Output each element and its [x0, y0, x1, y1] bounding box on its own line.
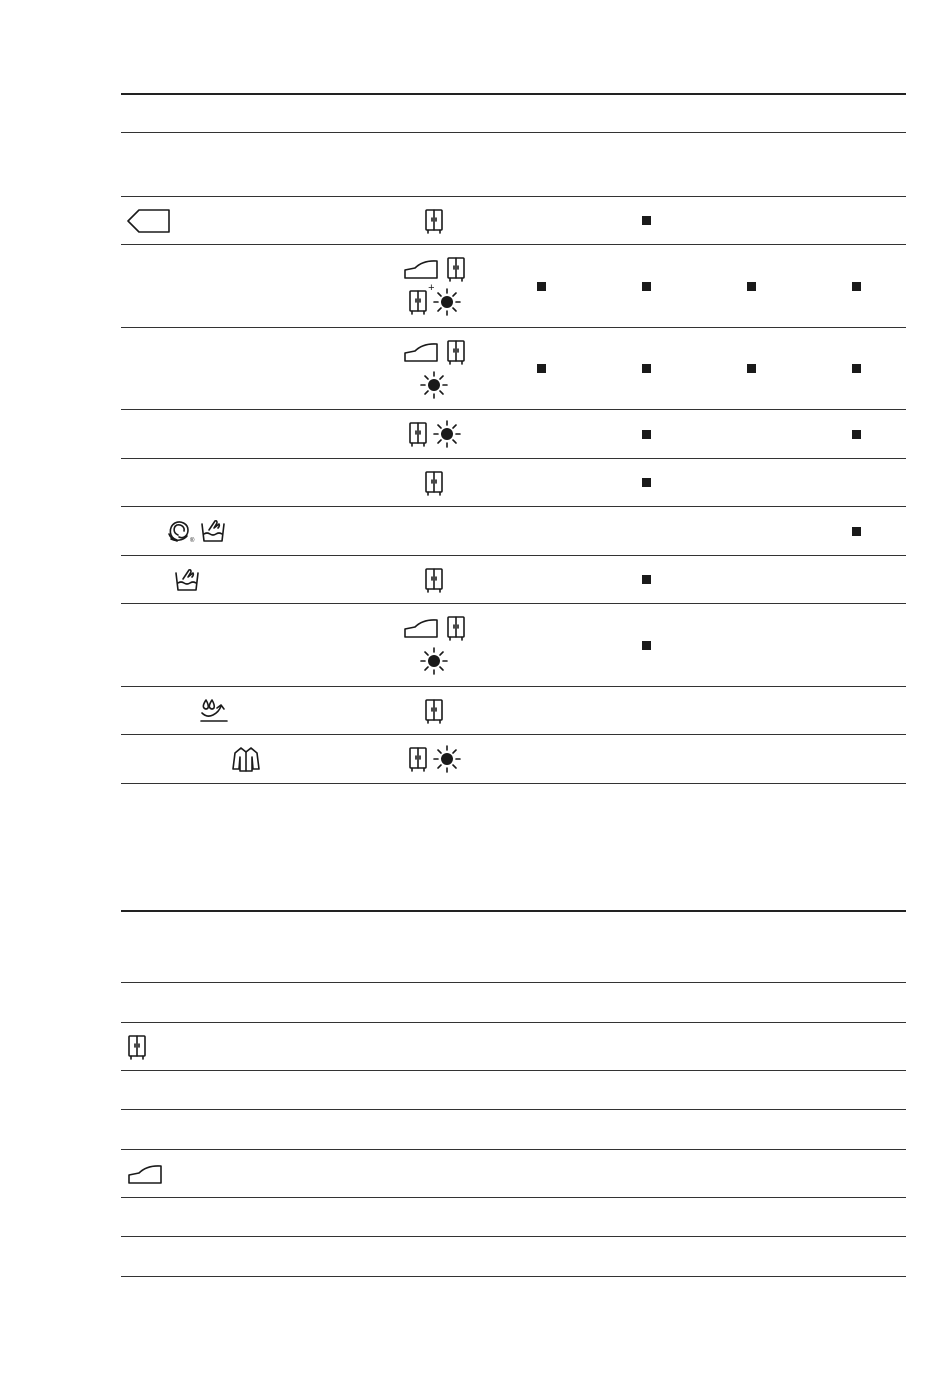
applicable-mark — [642, 641, 651, 650]
mark-cell — [811, 95, 901, 132]
row-label-cell — [121, 95, 281, 132]
cupboard-dry-icon — [424, 698, 444, 724]
dryness-option-cell — [389, 328, 479, 409]
cupboard-dry-plus-icon — [408, 282, 435, 315]
cupboard-dry-icon — [446, 339, 466, 365]
row-label-cell — [121, 1198, 281, 1236]
plus-sign: + — [428, 282, 435, 294]
dryness-option-cell — [389, 604, 479, 686]
wool-mark-icon — [165, 518, 195, 544]
label-icon-group — [199, 698, 229, 724]
row-label-cell — [121, 410, 281, 458]
table-row — [121, 735, 906, 784]
option-icon-line — [424, 470, 444, 496]
label-icon-group — [127, 1034, 147, 1060]
applicable-mark — [852, 430, 861, 439]
applicable-mark — [537, 282, 546, 291]
row-label-cell — [121, 133, 281, 196]
mark-cell — [811, 410, 901, 458]
mark-cell — [601, 245, 691, 327]
mark-cell — [601, 459, 691, 506]
row-label-cell — [121, 1023, 281, 1070]
label-icon-group — [165, 518, 226, 544]
mark-cell — [496, 95, 586, 132]
mark-cell — [811, 556, 901, 603]
cupboard-dry-icon — [424, 470, 444, 496]
mark-cell — [811, 197, 901, 244]
mark-cell — [601, 197, 691, 244]
applicable-mark — [642, 216, 651, 225]
table-row — [121, 410, 906, 459]
row-label-cell — [121, 604, 281, 686]
applicable-mark — [642, 430, 651, 439]
row-label-cell — [121, 983, 281, 1022]
mark-cell — [601, 133, 691, 196]
mark-cell — [706, 245, 796, 327]
dryness-option-cell — [389, 556, 479, 603]
label-icon-group — [231, 745, 261, 773]
iron-dry-icon — [403, 617, 441, 639]
iron-dry-icon — [403, 258, 441, 280]
mark-cell — [496, 556, 586, 603]
row-label-cell — [121, 459, 281, 506]
applicable-mark — [642, 364, 651, 373]
mark-cell — [496, 735, 586, 783]
table-row — [121, 910, 906, 983]
mark-cell — [601, 328, 691, 409]
applicable-mark — [642, 282, 651, 291]
applicable-mark — [642, 575, 651, 584]
row-label-cell — [121, 912, 281, 982]
mark-cell — [706, 410, 796, 458]
cupboard-dry-icon — [424, 567, 444, 593]
option-icon-line — [424, 208, 444, 234]
applicable-mark — [852, 527, 861, 536]
mark-cell — [496, 507, 586, 555]
row-label-cell — [121, 687, 281, 734]
row-label-cell — [121, 735, 281, 783]
mark-cell — [811, 507, 901, 555]
refresh-drops-icon — [199, 698, 229, 724]
cupboard-dry-icon — [446, 615, 466, 641]
mark-cell — [496, 328, 586, 409]
label-tag-icon — [125, 207, 171, 235]
applicable-mark — [642, 478, 651, 487]
option-icon-line — [403, 256, 466, 282]
sun-icon — [433, 745, 461, 773]
table-row — [121, 556, 906, 604]
mark-cell — [601, 410, 691, 458]
svg-text:®: ® — [190, 538, 195, 544]
mark-cell — [706, 133, 796, 196]
table-row — [121, 687, 906, 735]
option-icon-line — [403, 339, 466, 365]
option-icon-line — [408, 282, 461, 316]
mark-cell — [811, 687, 901, 734]
dryness-option-cell — [389, 245, 479, 327]
table-row — [121, 983, 906, 1023]
dryness-option-cell — [389, 95, 479, 132]
iron-dry-icon — [403, 341, 441, 363]
mark-cell — [496, 410, 586, 458]
table-row — [121, 1237, 906, 1277]
mark-cell — [496, 245, 586, 327]
table-row — [121, 1150, 906, 1198]
mark-cell — [706, 459, 796, 506]
applicable-mark — [852, 364, 861, 373]
table-row — [121, 459, 906, 507]
row-label-cell — [121, 1237, 281, 1276]
iron-dry-icon — [127, 1163, 165, 1185]
mark-cell — [601, 95, 691, 132]
dryness-option-cell — [389, 507, 479, 555]
dryness-option-cell — [389, 687, 479, 734]
label-icon-group — [127, 1163, 165, 1185]
table-row — [121, 1198, 906, 1237]
mark-cell — [496, 197, 586, 244]
mark-cell — [496, 133, 586, 196]
option-icon-line — [420, 647, 448, 675]
sun-icon — [420, 647, 448, 675]
option-icon-line — [403, 615, 466, 641]
dryness-options-table — [121, 93, 906, 784]
mark-cell — [811, 735, 901, 783]
hand-wash-icon — [174, 567, 200, 593]
table-row — [121, 1071, 906, 1110]
row-label-cell — [121, 245, 281, 327]
mark-cell — [706, 687, 796, 734]
mark-cell — [601, 507, 691, 555]
sun-icon — [433, 288, 461, 316]
mark-cell — [706, 95, 796, 132]
option-icon-line — [424, 567, 444, 593]
table-row — [121, 1023, 906, 1071]
cupboard-dry-icon — [127, 1034, 147, 1060]
mark-cell — [496, 459, 586, 506]
row-label-cell — [121, 328, 281, 409]
table-row — [121, 328, 906, 410]
row-label-cell — [121, 197, 281, 244]
table-row — [121, 197, 906, 245]
mark-cell — [811, 328, 901, 409]
dryness-levels-table — [121, 910, 906, 1277]
jacket-icon — [231, 745, 261, 773]
mark-cell — [811, 245, 901, 327]
dryness-option-cell — [389, 197, 479, 244]
sun-icon — [433, 420, 461, 448]
hand-wash-icon — [200, 518, 226, 544]
mark-cell — [601, 735, 691, 783]
option-icon-line — [408, 745, 461, 773]
applicable-mark — [747, 364, 756, 373]
mark-cell — [706, 735, 796, 783]
mark-cell — [706, 197, 796, 244]
mark-cell — [496, 604, 586, 686]
mark-cell — [706, 507, 796, 555]
row-label-cell — [121, 1150, 281, 1197]
applicable-mark — [747, 282, 756, 291]
mark-cell — [601, 687, 691, 734]
row-label-cell — [121, 507, 281, 555]
table-row — [121, 507, 906, 556]
dryness-option-cell — [389, 410, 479, 458]
dryness-option-cell — [389, 735, 479, 783]
label-icon-group — [125, 207, 171, 235]
table-row — [121, 604, 906, 687]
row-label-cell — [121, 1110, 281, 1149]
option-icon-line — [424, 698, 444, 724]
mark-cell — [811, 459, 901, 506]
table-row — [121, 1110, 906, 1150]
applicable-mark — [537, 364, 546, 373]
cupboard-dry-icon — [424, 208, 444, 234]
mark-cell — [496, 687, 586, 734]
option-icon-line — [408, 420, 461, 448]
dryness-option-cell — [389, 459, 479, 506]
mark-cell — [601, 604, 691, 686]
option-icon-line — [420, 371, 448, 399]
sun-icon — [420, 371, 448, 399]
mark-cell — [706, 604, 796, 686]
cupboard-dry-icon — [408, 746, 428, 772]
applicable-mark — [852, 282, 861, 291]
row-label-cell — [121, 556, 281, 603]
table-row — [121, 133, 906, 197]
row-label-cell — [121, 1071, 281, 1109]
cupboard-dry-icon — [408, 421, 428, 447]
mark-cell — [706, 556, 796, 603]
table-row — [121, 93, 906, 133]
mark-cell — [811, 133, 901, 196]
mark-cell — [601, 556, 691, 603]
table-row — [121, 245, 906, 328]
dryness-option-cell — [389, 133, 479, 196]
cupboard-dry-icon — [446, 256, 466, 282]
mark-cell — [811, 604, 901, 686]
label-icon-group — [174, 567, 200, 593]
mark-cell — [706, 328, 796, 409]
